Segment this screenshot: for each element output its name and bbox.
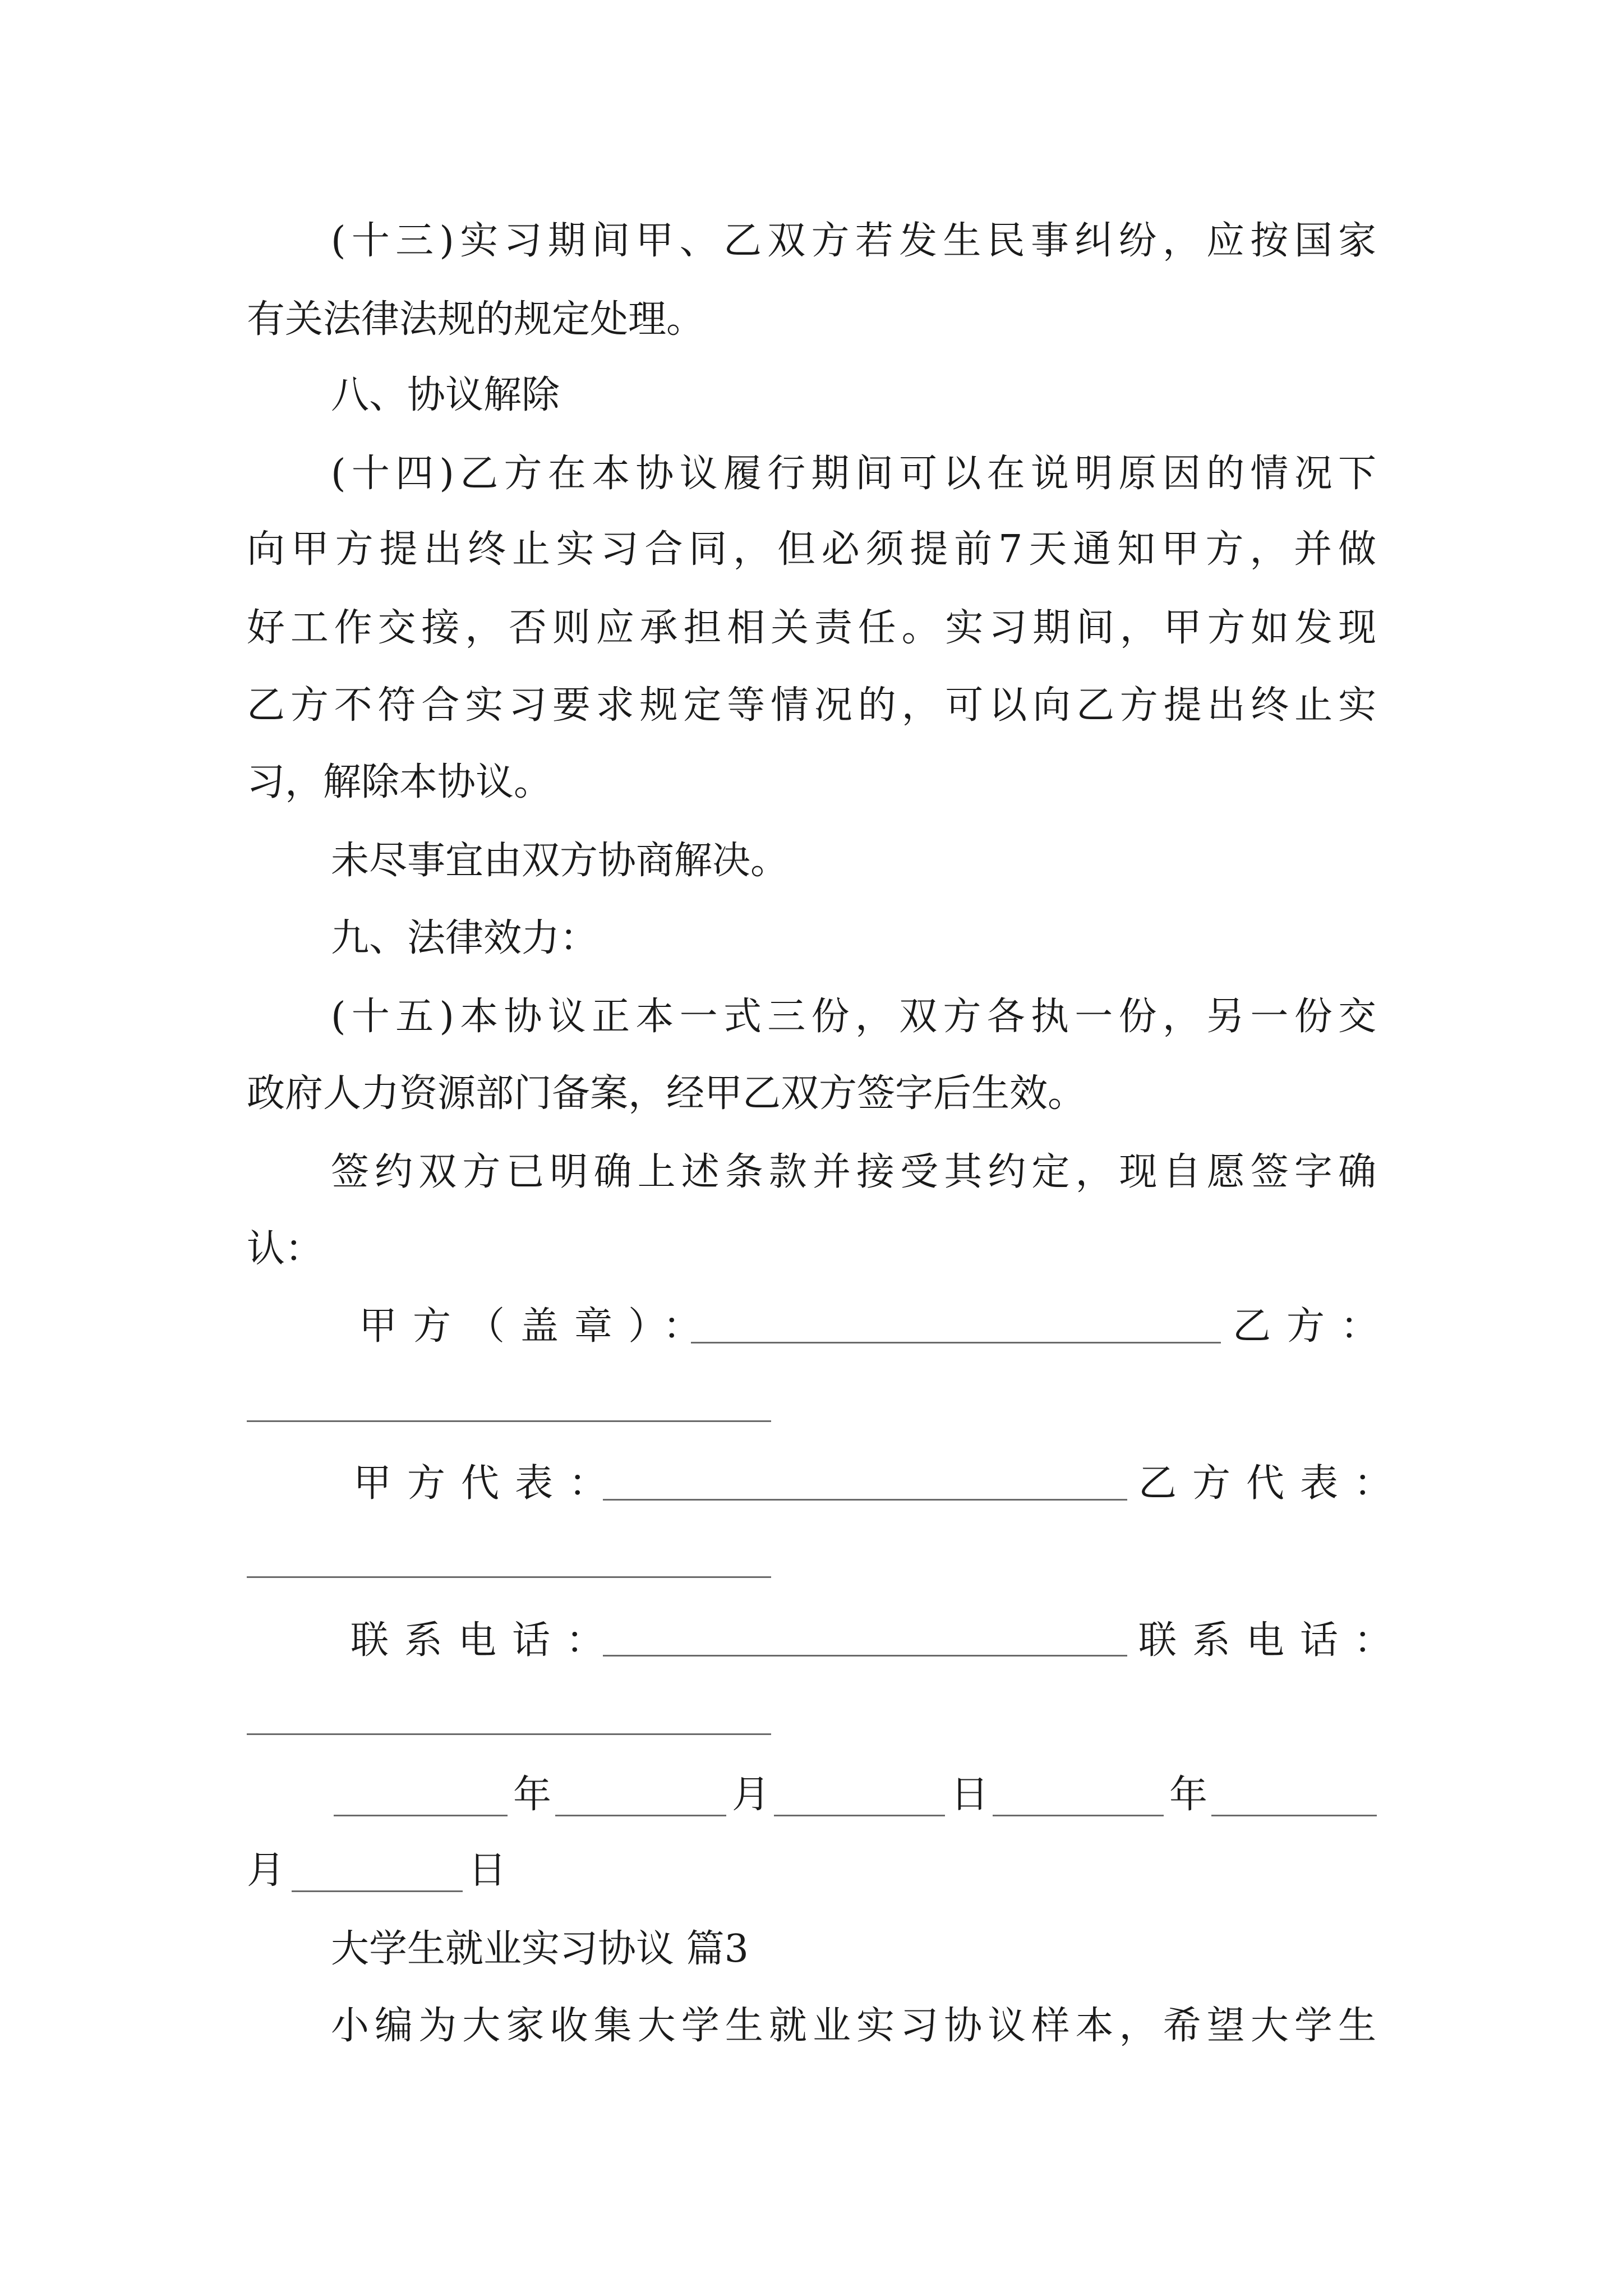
- date-a-day-blank[interactable]: [774, 1815, 945, 1816]
- clause-14-line-2: 向甲方提出终止实习合同，但必须提前7天通知甲方，并做: [247, 527, 1376, 572]
- date-b-day-label: 日: [468, 1848, 507, 1893]
- party-a-representative-signature-line[interactable]: [603, 1499, 1127, 1501]
- date-b-month-blank[interactable]: [1211, 1815, 1377, 1816]
- section-3-title: 大学生就业实习协议 篇3: [331, 1927, 749, 1971]
- date-b-month-label: 月: [247, 1848, 285, 1893]
- section-9-heading: 九、法律效力：: [331, 916, 598, 960]
- date-a-year-label: 年: [513, 1773, 552, 1817]
- section-3-intro: 小编为大家收集大学生就业实习协议样本，希望大学生: [331, 2004, 1376, 2048]
- date-a-month-label: 月: [732, 1773, 771, 1817]
- party-a-seal-label: 甲方（盖章）：: [359, 1304, 717, 1349]
- clause-15-line-2: 政府人力资源部门备案，经甲乙双方签字后生效。: [247, 1071, 1086, 1116]
- party-b-representative-signature-line[interactable]: [247, 1576, 771, 1578]
- party-b-label: 乙方：: [1233, 1304, 1395, 1349]
- party-a-representative-label: 甲方代表：: [353, 1461, 623, 1506]
- date-a-month-blank[interactable]: [555, 1815, 726, 1816]
- party-b-representative-label: 乙方代表：: [1138, 1461, 1408, 1506]
- date-a-year-blank[interactable]: [334, 1815, 508, 1816]
- date-b-day-blank[interactable]: [292, 1890, 463, 1892]
- clause-14-line-4: 乙方不符合实习要求规定等情况的，可以向乙方提出终止实: [247, 683, 1376, 728]
- party-a-seal-signature-line[interactable]: [691, 1342, 1221, 1343]
- party-b-signature-line[interactable]: [247, 1420, 771, 1422]
- clause-13-line-1: (十三)实习期间甲、乙双方若发生民事纠纷，应按国家: [331, 219, 1376, 263]
- party-a-phone-line[interactable]: [603, 1655, 1127, 1657]
- date-b-year-blank[interactable]: [993, 1815, 1164, 1816]
- clause-14-line-5: 习，解除本协议。: [247, 760, 552, 804]
- clause-14-line-1: (十四)乙方在本协议履行期间可以在说明原因的情况下: [331, 452, 1376, 496]
- section-8-heading: 八、协议解除: [331, 373, 560, 417]
- confirmation-line-1: 签约双方已明确上述条款并接受其约定，现自愿签字确: [331, 1150, 1376, 1194]
- party-b-phone-label: 联系电话：: [1138, 1618, 1408, 1663]
- unresolved-matters-line: 未尽事宜由双方协商解决。: [331, 839, 789, 883]
- clause-13-line-2: 有关法律法规的规定处理。: [247, 297, 705, 342]
- party-a-phone-label: 联系电话：: [351, 1618, 620, 1663]
- clause-15-line-1: (十五)本协议正本一式三份，双方各执一份，另一份交: [331, 995, 1376, 1039]
- date-a-day-label: 日: [951, 1773, 989, 1817]
- date-b-year-label: 年: [1169, 1773, 1208, 1817]
- confirmation-line-2: 认：: [247, 1227, 324, 1271]
- clause-14-line-3: 好工作交接，否则应承担相关责任。实习期间，甲方如发现: [247, 606, 1376, 650]
- party-b-phone-line[interactable]: [247, 1733, 771, 1735]
